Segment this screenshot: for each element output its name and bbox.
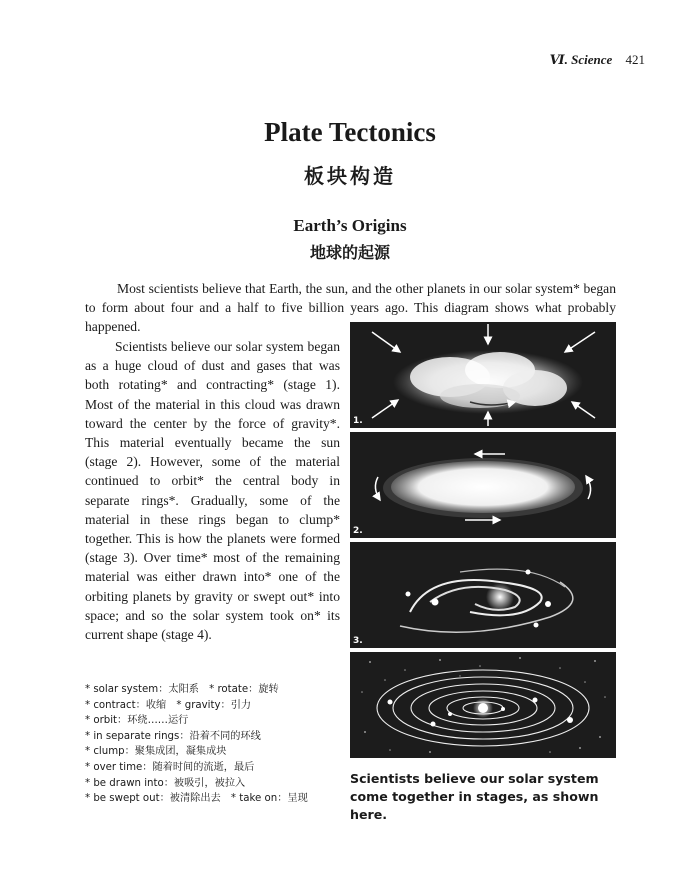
stage-1-panel (350, 322, 616, 428)
glossary-entry: * orbit：环绕……运行 (85, 715, 189, 727)
stage-3-panel (350, 542, 616, 648)
stage-number: 2. (353, 526, 363, 536)
stage-number: 3. (353, 636, 363, 646)
spiral-rings-illustration (350, 542, 616, 648)
stage-4-panel (350, 652, 616, 758)
intro-paragraph: Most scientists believe that Earth, the sun, and the other planets in our solar system* began to form about four and a half to five billion years ago. This diagram shows what probably happened. (85, 281, 616, 335)
rotating-disk-illustration (350, 432, 616, 538)
section-heading: Earth’s Origins (293, 216, 407, 235)
glossary-entry: * contract：收缩 * gravity：引力 (85, 699, 252, 711)
section-label: Ⅵ. Science (549, 52, 613, 67)
page-title: Plate Tectonics (264, 117, 436, 147)
page-number: 421 (625, 52, 645, 67)
glossary-entry: * in separate rings：沿着不同的环线 (85, 730, 261, 742)
glossary-entry: * clump：聚集成团，凝集成块 (85, 746, 227, 758)
stage-number: 1. (353, 416, 363, 426)
glossary (85, 682, 345, 807)
glossary-entry: * over time：随着时间的流逝，最后 (85, 761, 255, 773)
running-header (550, 52, 645, 68)
page-title-chinese: 板块构造 (304, 164, 396, 188)
glossary-entry: * be drawn into：被吸引，被拉入 (85, 777, 246, 789)
figure-caption: Scientists believe our solar system come together in stages, as shown here. (350, 771, 599, 822)
body-paragraph: Scientists believe our solar system began as a huge cloud of dust and gases that was both rotating* and contracting* (stage 1). Most of the material in this cloud was drawn toward the center by the force of gravity*. This material eventually became the sun (stage 2). However, some of the material continued to orbit* the central body in separate rings*. Gradually, some of the material in these rings began to clump* together. This is how the planets were formed (stage 3). Over time* most of the remaining material was either drawn into* one of the orbiting planets by gravity or swept out* into space; and so the solar system took on* its current shape (stage 4). (85, 339, 340, 643)
section-heading-chinese: 地球的起源 (309, 243, 390, 262)
glossary-entry: * solar system：太阳系 * rotate：旋转 (85, 684, 279, 695)
glossary-entry: * be swept out：被清除出去 * take on：呈现 (85, 793, 308, 805)
dust-cloud-illustration (350, 322, 616, 428)
solar-system-orbits-illustration (350, 652, 616, 758)
solar-system-stages-figure (350, 322, 616, 762)
stage-2-panel (350, 432, 616, 538)
